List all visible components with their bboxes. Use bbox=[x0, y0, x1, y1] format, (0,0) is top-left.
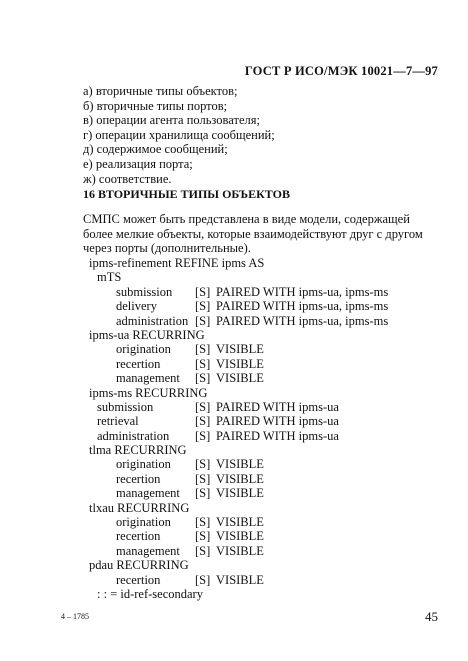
code-line bbox=[0, 328, 468, 342]
code-token: ipms-ms RECURRING bbox=[89, 385, 208, 400]
code-line bbox=[0, 573, 468, 587]
code-line bbox=[0, 486, 468, 500]
code-flag: [S] bbox=[195, 471, 211, 486]
code-clause: PAIRED WITH ipms-ua, ipms-ms bbox=[216, 299, 389, 314]
code-token: retrieval bbox=[97, 414, 139, 429]
code-clause: VISIBLE bbox=[216, 486, 264, 501]
code-token: origination bbox=[116, 342, 171, 357]
code-line bbox=[0, 299, 468, 313]
code-token: management bbox=[116, 543, 180, 558]
code-flag: [S] bbox=[195, 572, 211, 587]
list-item: б) вторичные типы портов; bbox=[83, 98, 228, 113]
code-clause: PAIRED WITH ipms-ua bbox=[216, 414, 339, 429]
code-token: mTS bbox=[97, 270, 122, 285]
list-item: д) содержимое сообщений; bbox=[83, 142, 228, 157]
code-flag: [S] bbox=[195, 284, 211, 299]
code-clause: VISIBLE bbox=[216, 572, 264, 587]
code-line bbox=[0, 386, 468, 400]
code-flag: [S] bbox=[195, 313, 211, 328]
code-flag: [S] bbox=[195, 342, 211, 357]
code-clause: PAIRED WITH ipms-ua bbox=[216, 399, 339, 414]
code-token: ipms-refinement REFINE ipms AS bbox=[89, 256, 265, 270]
code-clause: VISIBLE bbox=[216, 371, 264, 386]
code-token: ipms-ua RECURRING bbox=[89, 327, 205, 342]
code-line bbox=[0, 414, 468, 428]
code-clause: VISIBLE bbox=[216, 471, 264, 486]
code-token: : : = id-ref-secondary bbox=[97, 586, 203, 601]
page-number: 45 bbox=[425, 609, 438, 624]
code-line bbox=[0, 457, 468, 471]
code-clause: VISIBLE bbox=[216, 342, 264, 357]
code-flag: [S] bbox=[195, 414, 211, 429]
code-line bbox=[0, 515, 468, 529]
list-item: г) операции хранилища сообщений; bbox=[83, 127, 275, 142]
code-token: origination bbox=[116, 457, 171, 472]
code-token: delivery bbox=[116, 299, 157, 314]
body-paragraph bbox=[83, 212, 439, 256]
code-flag: [S] bbox=[195, 356, 211, 371]
code-token: origination bbox=[116, 515, 171, 530]
code-line bbox=[0, 501, 468, 515]
code-line bbox=[0, 544, 468, 558]
code-clause: PAIRED WITH ipms-ua bbox=[216, 428, 339, 443]
code-flag: [S] bbox=[195, 371, 211, 386]
code-flag: [S] bbox=[195, 515, 211, 530]
code-clause: VISIBLE bbox=[216, 515, 264, 530]
code-clause: VISIBLE bbox=[216, 356, 264, 371]
code-flag: [S] bbox=[195, 299, 211, 314]
document-header: ГОСТ Р ИСО/МЭК 10021—7—97 bbox=[244, 64, 438, 78]
code-token: management bbox=[116, 486, 180, 501]
code-flag: [S] bbox=[195, 543, 211, 558]
list-item: ж) соответствие. bbox=[83, 171, 172, 186]
code-line bbox=[0, 400, 468, 414]
code-token: recertion bbox=[116, 529, 161, 544]
paragraph-text: СМПС может быть представлена в виде модели, содержащей более мелкие объекты, которые взаимодействуют друг с другом через порты (дополнительные). bbox=[83, 212, 423, 256]
code-line bbox=[0, 558, 468, 572]
code-token: submission bbox=[97, 399, 154, 414]
code-clause: PAIRED WITH ipms-ua, ipms-ms bbox=[216, 313, 389, 328]
code-token: tlxau RECURRING bbox=[89, 500, 190, 515]
code-line bbox=[0, 357, 468, 371]
code-line bbox=[0, 371, 468, 385]
code-token: tlma RECURRING bbox=[89, 443, 187, 458]
list-item: в) операции агента пользователя; bbox=[83, 113, 260, 128]
code-clause: VISIBLE bbox=[216, 457, 264, 472]
code-token: submission bbox=[116, 284, 173, 299]
code-block bbox=[0, 256, 468, 601]
code-line bbox=[0, 314, 468, 328]
object-list bbox=[83, 84, 275, 186]
code-token: pdau RECURRING bbox=[89, 558, 189, 573]
code-flag: [S] bbox=[195, 399, 211, 414]
code-token: administration bbox=[97, 428, 170, 443]
code-line bbox=[0, 429, 468, 443]
code-clause: PAIRED WITH ipms-ua, ipms-ms bbox=[216, 284, 389, 299]
code-flag: [S] bbox=[195, 457, 211, 472]
code-token: administration bbox=[116, 313, 189, 328]
code-flag: [S] bbox=[195, 529, 211, 544]
code-clause: VISIBLE bbox=[216, 529, 264, 544]
code-line bbox=[0, 256, 468, 270]
code-token: recertion bbox=[116, 471, 161, 486]
code-flag: [S] bbox=[195, 486, 211, 501]
code-line bbox=[0, 342, 468, 356]
section-title: 16 ВТОРИЧНЫЕ ТИПЫ ОБЪЕКТОВ bbox=[83, 187, 290, 201]
code-line bbox=[0, 285, 468, 299]
list-item: е) реализация порта; bbox=[83, 156, 193, 171]
code-line bbox=[0, 270, 468, 284]
footer-code: 4 – 1785 bbox=[61, 612, 89, 621]
code-line bbox=[0, 443, 468, 457]
code-flag: [S] bbox=[195, 428, 211, 443]
code-token: recertion bbox=[116, 356, 161, 371]
code-token: management bbox=[116, 371, 180, 386]
code-token: recertion bbox=[116, 572, 161, 587]
code-line bbox=[0, 529, 468, 543]
code-clause: VISIBLE bbox=[216, 543, 264, 558]
list-item: а) вторичные типы объектов; bbox=[83, 84, 238, 98]
code-line bbox=[0, 472, 468, 486]
code-line bbox=[0, 587, 468, 601]
